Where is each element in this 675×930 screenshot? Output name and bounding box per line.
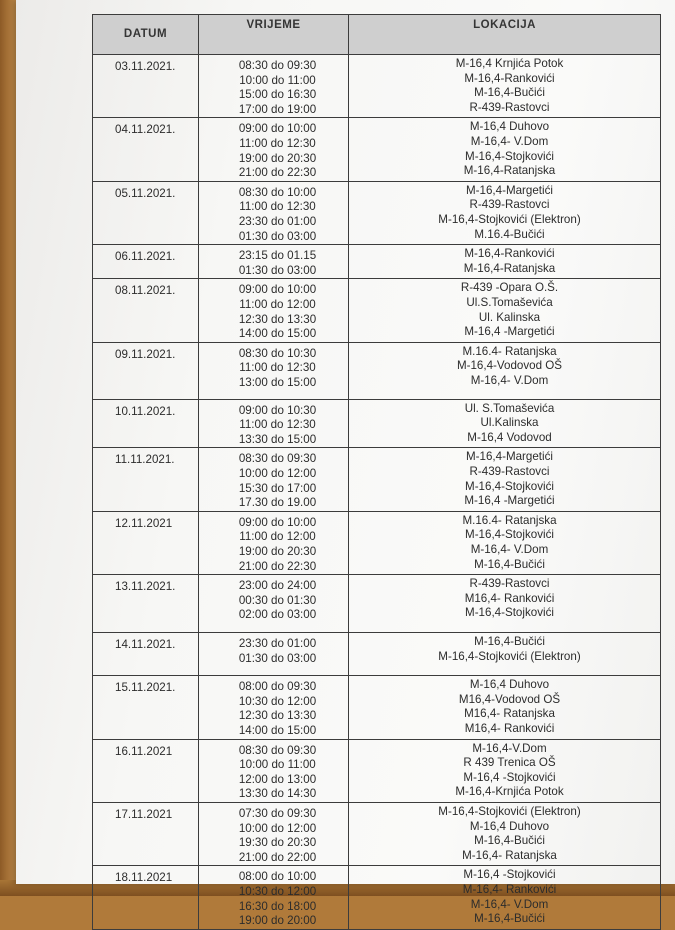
location-name: M-16,4-Rankovići [464,71,555,85]
cell-locations [349,181,661,244]
cell-locations [349,399,661,448]
location-name: M.16.4-Bučići [474,227,545,241]
cell-times [199,676,349,739]
location-name: M-16,4-Bučići [474,557,545,571]
cell-date: 03.11.2021. [93,55,199,118]
location-name: Ul. Kalinska [478,310,541,324]
table-row [93,866,661,929]
cell-times [199,181,349,244]
time-slot: 16:30 do 18:00 [238,899,317,913]
cell-times [199,118,349,181]
cell-times [199,866,349,929]
header-time: VRIJEME [199,15,349,55]
time-slot: 11:00 do 12:00 [239,530,316,544]
location-name: R-439-Rastovci [469,100,550,114]
time-slot: 15:00 do 16:30 [238,88,317,102]
location-name: M-16,4-V.Dom [472,741,547,755]
time-slot: 19:30 do 20:30 [238,836,317,850]
location-name: M-16,4-Ratanjska [463,261,556,275]
cell-times [199,55,349,118]
cell-times [199,448,349,511]
table-row [93,55,661,118]
cell-times [199,279,349,342]
table-row [93,245,661,279]
cell-date: 08.11.2021. [93,279,199,342]
time-slot: 10:30 do 12:00 [238,884,317,898]
cell-date: 06.11.2021. [93,245,199,279]
cell-locations [349,279,661,342]
time-slot: 10:00 do 12:00 [238,467,317,481]
location-name: M16,4- Rankovići [464,591,555,605]
time-slot: 01:30 do 03:00 [238,229,317,243]
cell-locations [349,739,661,802]
time-slot: 21:00 do 22:30 [238,166,317,180]
location-name: M-16,4-Stojkovići (Elektron) [438,212,581,226]
header-row [93,15,661,55]
time-slot: 11:00 do 12:30 [239,200,316,214]
location-name: M-16,4- Ratanjska [462,848,557,862]
cell-locations [349,575,661,633]
cell-locations [349,676,661,739]
table-row [93,511,661,574]
location-name: M-16,4-Rankovići [464,247,555,261]
cell-times [199,342,349,399]
location-name: M-16,4 -Margetići [464,325,555,339]
location-name: M16,4-Vodovod OŠ [458,692,561,706]
location-name: M-16,4-Vodovod OŠ [456,359,563,373]
time-slot: 11:00 do 12:00 [239,297,316,311]
location-name: M-16,4- V.Dom [470,134,549,148]
location-name: M-16,4 -Stojkovići [463,770,556,784]
time-slot: 01:30 do 03:00 [238,651,317,665]
location-name: Ul.Kalinska [480,416,539,430]
time-slot: 19:00 do 20:30 [238,151,317,165]
cell-date: 18.11.2021 [93,866,199,929]
time-slot: 23:15 do 01.15 [238,249,317,263]
schedule-table [92,14,661,930]
time-slot: 08:30 do 10:30 [238,346,317,360]
table-row [93,676,661,739]
time-slot: 12:30 do 13:30 [238,312,317,326]
location-name: M-16,4 Duhovo [469,120,550,134]
cell-date: 04.11.2021. [93,118,199,181]
cell-times [199,802,349,865]
location-name: Ul. S.Tomaševića [464,401,555,415]
table-row [93,279,661,342]
table-row [93,399,661,448]
location-name: Ul.S.Tomaševića [466,295,553,309]
schedule-body [93,55,661,930]
table-row [93,802,661,865]
location-name: M-16,4-Bučići [474,834,545,848]
time-slot: 14:00 do 15:00 [238,327,317,341]
time-slot: 23:30 do 01:00 [238,214,317,228]
cell-times [199,511,349,574]
location-name: M-16,4-Bučići [474,912,545,926]
time-slot: 10:00 do 12:00 [238,821,317,835]
time-slot: 01:30 do 03:00 [238,263,317,277]
time-slot: 08:00 do 09:30 [238,680,317,694]
time-slot: 17:00 do 19:00 [238,102,317,116]
time-slot: 08:30 do 09:30 [238,452,317,466]
cell-locations [349,118,661,181]
time-slot: 13:30 do 14:30 [238,787,317,801]
table-row [93,181,661,244]
time-slot: 10:30 do 12:00 [238,694,317,708]
location-name: M-16,4-Stojkovići [465,528,554,542]
location-name: M-16,4-Stojkovići (Elektron) [438,804,581,818]
location-name: R-439 -Opara O.Š. [460,281,559,295]
time-slot: 09:00 do 10:30 [238,403,317,417]
time-slot: 15:30 do 17:00 [238,481,317,495]
time-slot: 09:00 do 10:00 [238,283,317,297]
cell-date: 09.11.2021. [93,342,199,399]
cell-locations [349,802,661,865]
cell-date: 10.11.2021. [93,399,199,448]
cell-date: 14.11.2021. [93,633,199,676]
cell-times [199,399,349,448]
time-slot: 00:30 do 01:30 [238,593,317,607]
time-slot: 12:30 do 13:30 [238,709,317,723]
cell-date: 15.11.2021. [93,676,199,739]
time-slot: 23:30 do 01:00 [238,637,317,651]
location-name: M.16.4- Ratanjska [462,513,557,527]
location-name: R-439-Rastovci [469,577,550,591]
time-slot: 11:00 do 12:30 [239,136,316,150]
location-name: M-16,4- V.Dom [470,543,549,557]
header-date: DATUM [93,15,199,55]
location-name: M-16,4 -Stojkovići [463,868,556,882]
location-name: M-16,4- V.Dom [470,373,549,387]
time-slot: 08:00 do 10:00 [238,870,317,884]
time-slot: 14:00 do 15:00 [238,724,317,737]
time-slot: 23:00 do 24:00 [238,579,317,593]
location-name: M-16,4-Bučići [474,635,545,649]
location-name: M-16,4-Stojkovići [465,606,554,620]
time-slot: 08:30 do 09:30 [238,743,317,757]
time-slot: 21:00 do 22:30 [238,559,317,573]
location-name: M-16,4 Duhovo [469,678,550,692]
cell-date: 05.11.2021. [93,181,199,244]
location-name: M-16,4-Margetići [466,450,553,464]
location-name: M-16,4-Bučići [474,86,545,100]
cell-locations [349,511,661,574]
location-name: M-16,4 Krnjića Potok [455,57,564,70]
cell-times [199,739,349,802]
cell-date: 11.11.2021. [93,448,199,511]
time-slot: 12:00 do 13:00 [238,772,317,786]
cell-times [199,245,349,279]
header-location: LOKACIJA [349,15,661,55]
table-row [93,118,661,181]
time-slot: 08:30 do 09:30 [238,59,317,72]
location-name: M16,4- Ratanjska [464,707,555,721]
cell-times [199,633,349,676]
time-slot: 10:00 do 11:00 [239,73,316,87]
location-name: M-16,4-Stojkovići [465,149,554,163]
cell-locations [349,55,661,118]
table-row [93,633,661,676]
time-slot: 17.30 do 19.00 [238,496,317,510]
location-name: M-16,4 Duhovo [469,819,550,833]
location-name: M-16,4 -Margetići [464,494,555,508]
location-name: M-16,4 Vodovod [467,430,552,444]
location-name: M-16,4-Margetići [466,183,553,197]
table-row [93,739,661,802]
cell-date: 16.11.2021 [93,739,199,802]
location-name: M-16,4-Ratanjska [463,164,556,178]
cell-date: 13.11.2021. [93,575,199,633]
location-name: M.16.4- Ratanjska [462,344,557,358]
cell-locations [349,866,661,929]
table-row [93,342,661,399]
location-name: M-16,4-Krnjića Potok [455,785,564,799]
location-name: R 439 Trenica OŠ [463,756,556,770]
table-row [93,575,661,633]
location-name: M-16,4-Stojkovići (Elektron) [438,649,581,663]
location-name: M-16,4- Rankovići [462,882,557,896]
location-name: R-439-Rastovci [469,465,550,479]
time-slot: 19:00 do 20:30 [238,545,317,559]
cell-locations [349,633,661,676]
cell-locations [349,342,661,399]
location-name: M-16,4- V.Dom [470,897,549,911]
cell-locations [349,448,661,511]
location-name: M-16,4-Stojkovići [465,479,554,493]
time-slot: 02:00 do 03:00 [238,608,317,622]
location-name: R-439-Rastovci [469,198,550,212]
time-slot: 09:00 do 10:00 [238,122,317,136]
cell-date: 17.11.2021 [93,802,199,865]
time-slot: 11:00 do 12:30 [239,361,316,375]
time-slot: 08:30 do 10:00 [238,185,317,199]
table-row [93,448,661,511]
time-slot: 21:00 do 22:00 [238,850,317,864]
time-slot: 10:00 do 11:00 [239,758,316,772]
time-slot: 11:00 do 12:30 [239,418,316,432]
time-slot: 19:00 do 20:00 [238,914,317,928]
cell-date: 12.11.2021 [93,511,199,574]
time-slot: 07:30 do 09:30 [238,806,317,820]
cell-locations [349,245,661,279]
time-slot: 13:30 do 15:00 [238,432,317,446]
time-slot: 09:00 do 10:00 [238,515,317,529]
time-slot: 13:00 do 15:00 [238,375,317,389]
location-name: M16,4- Rankovići [464,722,555,735]
cell-times [199,575,349,633]
